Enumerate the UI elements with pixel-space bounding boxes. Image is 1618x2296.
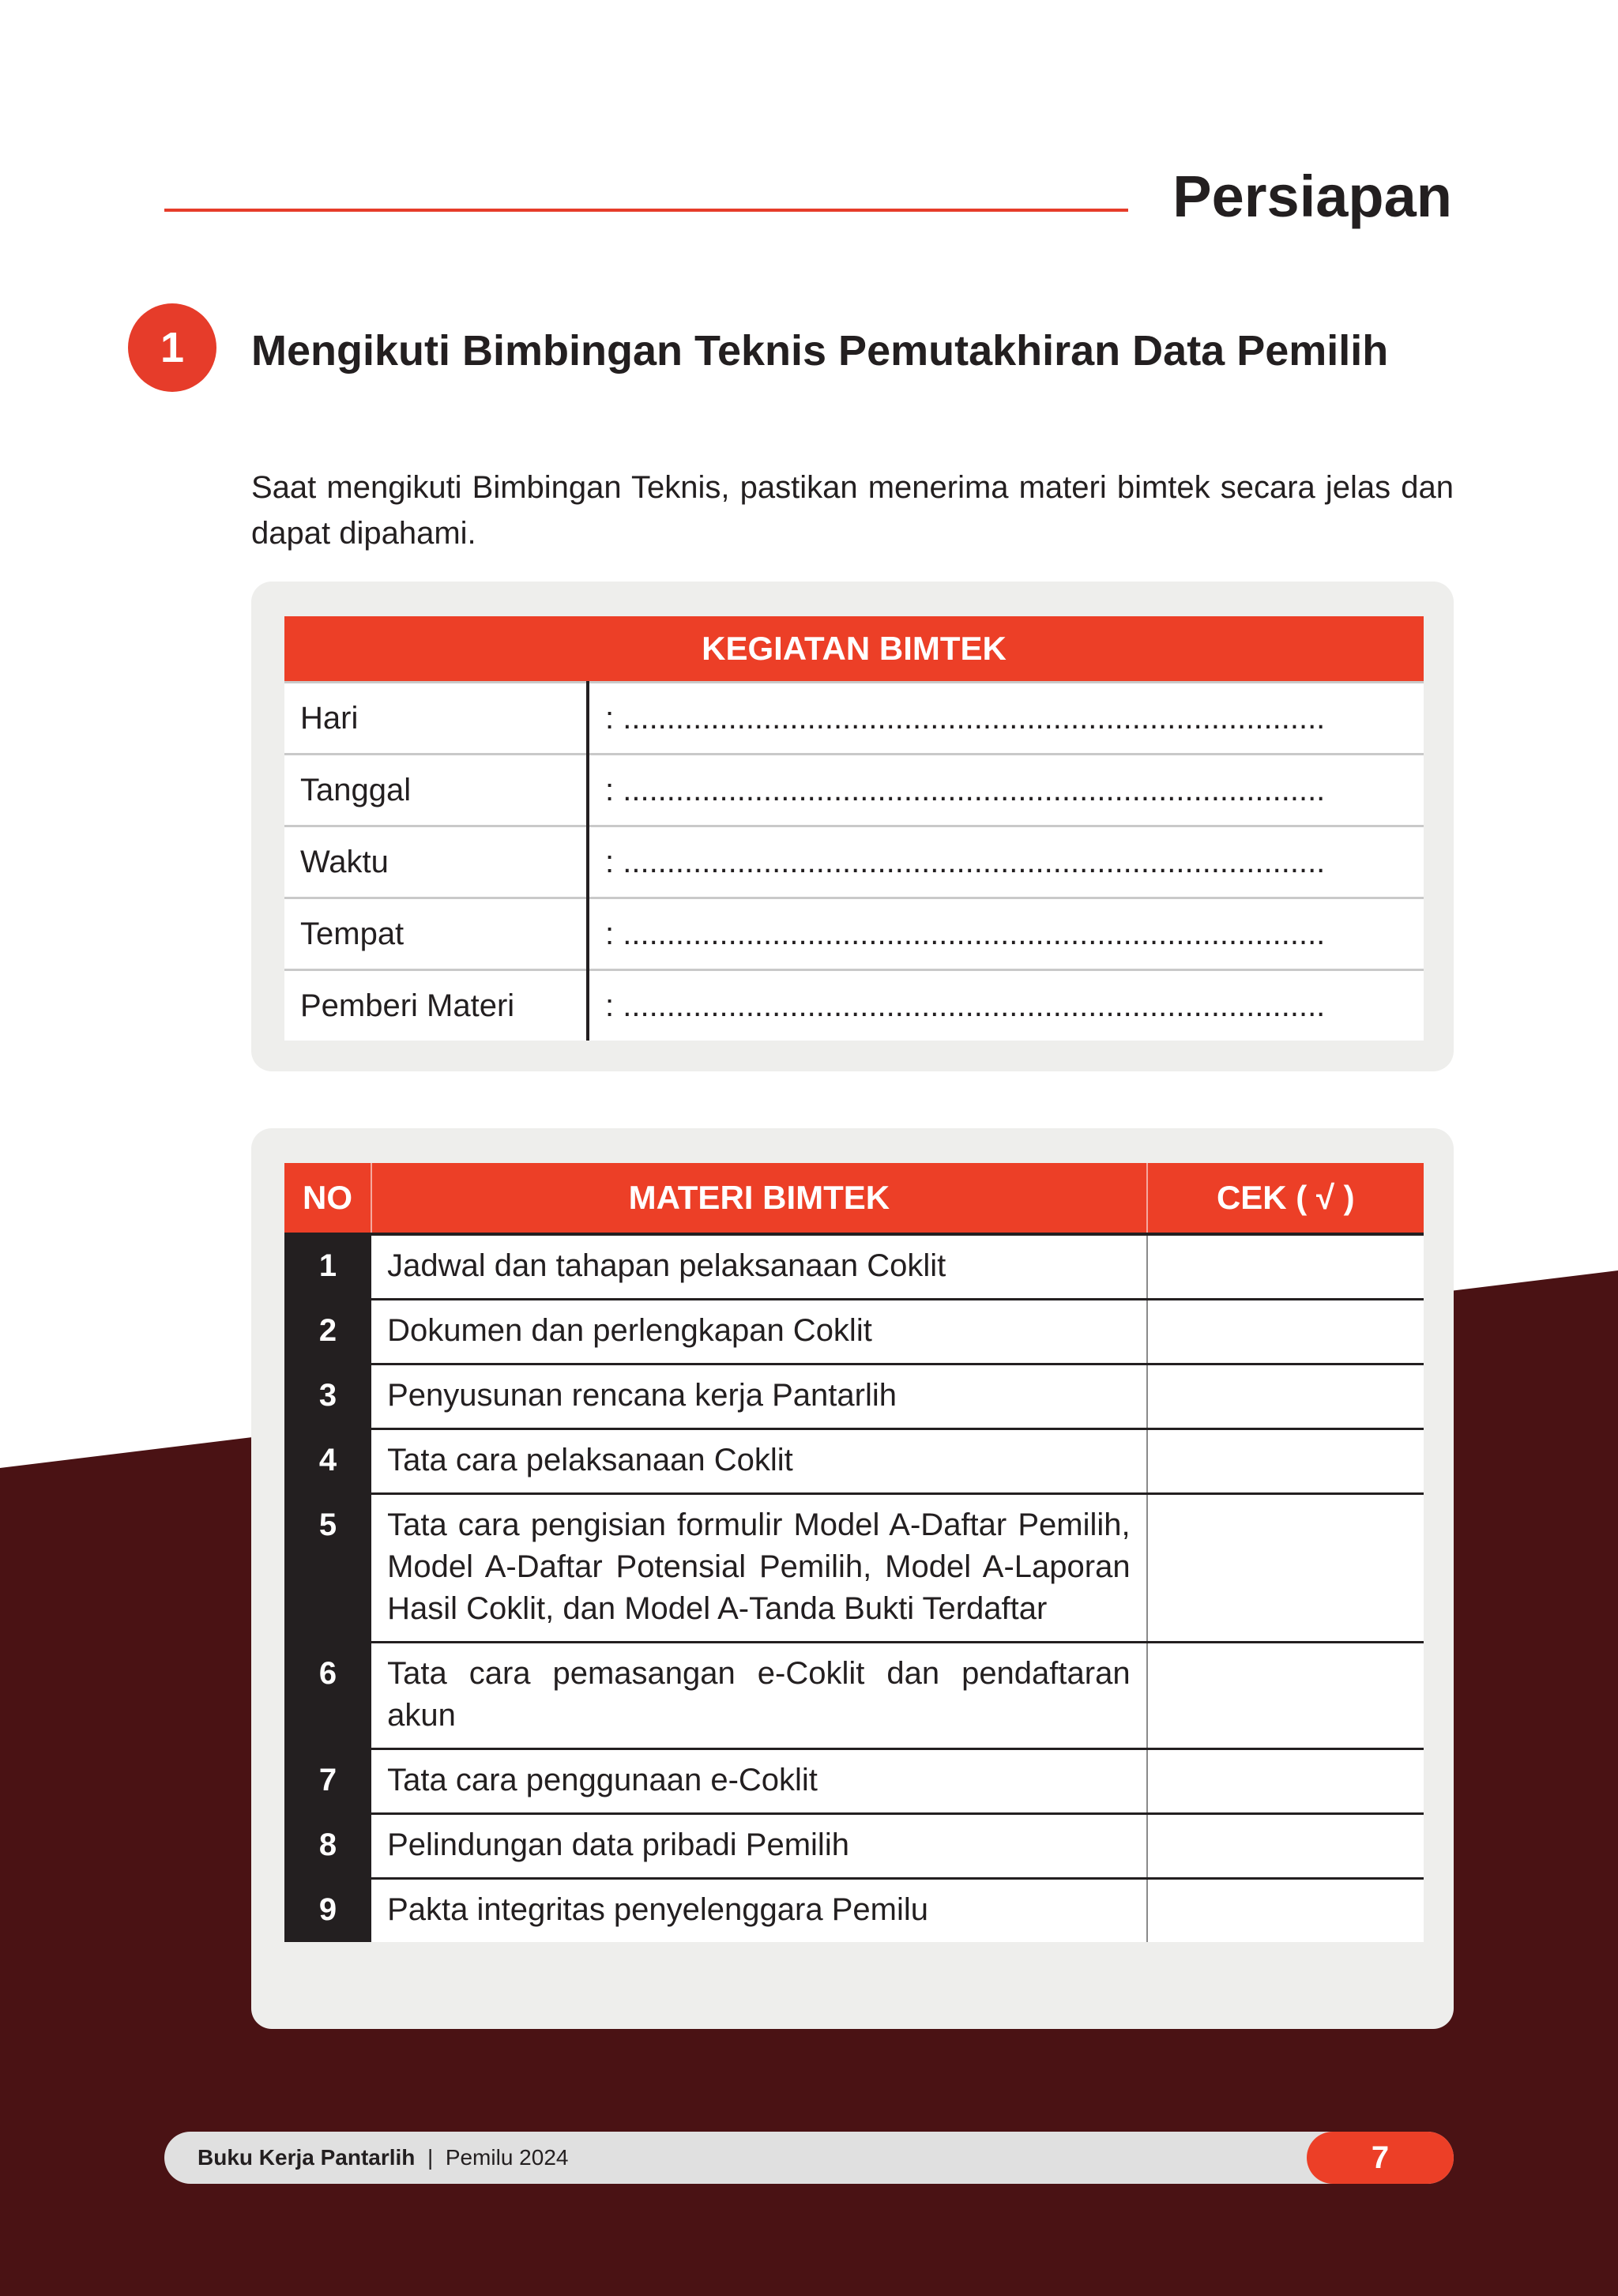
row-number: 5 xyxy=(284,1494,371,1643)
row-materi-text: Dokumen dan perlengkapan Coklit xyxy=(371,1300,1146,1364)
row-number: 9 xyxy=(284,1879,371,1943)
table-row xyxy=(284,1429,1424,1494)
step-title: Mengikuti Bimbingan Teknis Pemutakhiran Data Pemilih xyxy=(251,327,1389,375)
materi-table xyxy=(284,1163,1424,1942)
table-row xyxy=(284,1300,1424,1364)
check-cell[interactable] xyxy=(1147,1300,1424,1364)
kegiatan-fill-field[interactable]: : ................................................................................ xyxy=(588,898,1424,970)
row-number: 6 xyxy=(284,1643,371,1749)
row-materi-text: Jadwal dan tahapan pelaksanaan Coklit xyxy=(371,1234,1146,1300)
row-materi-text: Penyusunan rencana kerja Pantarlih xyxy=(371,1364,1146,1429)
check-cell[interactable] xyxy=(1147,1879,1424,1943)
check-cell[interactable] xyxy=(1147,1749,1424,1814)
kegiatan-label: Pemberi Materi xyxy=(284,970,588,1041)
kegiatan-fill-field[interactable]: : ................................................................................ xyxy=(605,988,1326,1023)
step-number-badge: 1 xyxy=(128,303,216,392)
table-row xyxy=(284,1494,1424,1643)
check-cell[interactable] xyxy=(1147,1364,1424,1429)
check-cell[interactable] xyxy=(1147,1814,1424,1879)
kegiatan-row-pemberi-materi xyxy=(284,970,1424,1041)
kegiatan-row-hari xyxy=(284,683,1424,755)
intro-paragraph: Saat mengikuti Bimbingan Teknis, pastikan menerima materi bimtek secara jelas dan dapat dipahami. xyxy=(251,470,1454,551)
check-cell[interactable] xyxy=(1147,1643,1424,1749)
kegiatan-table xyxy=(284,616,1424,1041)
row-number: 2 xyxy=(284,1300,371,1364)
kegiatan-header: KEGIATAN BIMTEK xyxy=(284,616,1424,683)
check-cell[interactable] xyxy=(1147,1494,1424,1643)
row-materi-text: Pakta integritas penyelenggara Pemilu xyxy=(371,1879,1146,1943)
col-header-cek: CEK ( √ ) xyxy=(1147,1163,1424,1234)
kegiatan-label: Waktu xyxy=(284,826,588,898)
kegiatan-fill-field[interactable]: : ................................................................................ xyxy=(588,683,1424,755)
kegiatan-fill-field[interactable]: : ................................................................................ xyxy=(588,826,1424,898)
row-materi-text: Tata cara pelaksanaan Coklit xyxy=(371,1429,1146,1494)
kegiatan-fill-field[interactable]: : ................................................................................ xyxy=(588,755,1424,826)
kegiatan-label: Tempat xyxy=(284,898,588,970)
row-materi-text: Tata cara penggunaan e-Coklit xyxy=(371,1749,1146,1814)
kegiatan-row-tempat xyxy=(284,898,1424,970)
kegiatan-label: Hari xyxy=(284,683,588,755)
row-number: 4 xyxy=(284,1429,371,1494)
row-number: 3 xyxy=(284,1364,371,1429)
section-title: Persiapan xyxy=(1172,164,1452,229)
row-number: 7 xyxy=(284,1749,371,1814)
row-materi-text: Pelindungan data pribadi Pemilih xyxy=(371,1814,1146,1879)
footer-separator: | xyxy=(427,2145,434,2170)
footer-edition: Pemilu 2024 xyxy=(445,2145,569,2170)
col-header-no: NO xyxy=(284,1163,371,1234)
kegiatan-row-waktu xyxy=(284,826,1424,898)
table-row xyxy=(284,1364,1424,1429)
row-number: 1 xyxy=(284,1234,371,1300)
table-row xyxy=(284,1643,1424,1749)
kegiatan-row-tanggal xyxy=(284,755,1424,826)
table-row xyxy=(284,1234,1424,1300)
check-cell[interactable] xyxy=(1147,1234,1424,1300)
section-rule xyxy=(164,209,1128,212)
col-header-materi: MATERI BIMTEK xyxy=(371,1163,1146,1234)
kegiatan-label: Tanggal xyxy=(284,755,588,826)
table-row xyxy=(284,1814,1424,1879)
footer-text xyxy=(198,2132,568,2184)
row-number: 8 xyxy=(284,1814,371,1879)
row-materi-text: Tata cara pengisian formulir Model A-Daftar Pemilih, Model A-Daftar Potensial Pemilih, Model A-Laporan Hasil Coklit, dan Model A-Tanda Bukti Terdaftar xyxy=(371,1494,1146,1643)
table-row xyxy=(284,1879,1424,1943)
row-materi-text: Tata cara pemasangan e-Coklit dan pendaftaran akun xyxy=(371,1643,1146,1749)
check-cell[interactable] xyxy=(1147,1429,1424,1494)
page-number: 7 xyxy=(1307,2132,1454,2184)
table-row xyxy=(284,1749,1424,1814)
footer-book-title: Buku Kerja Pantarlih xyxy=(198,2145,416,2170)
